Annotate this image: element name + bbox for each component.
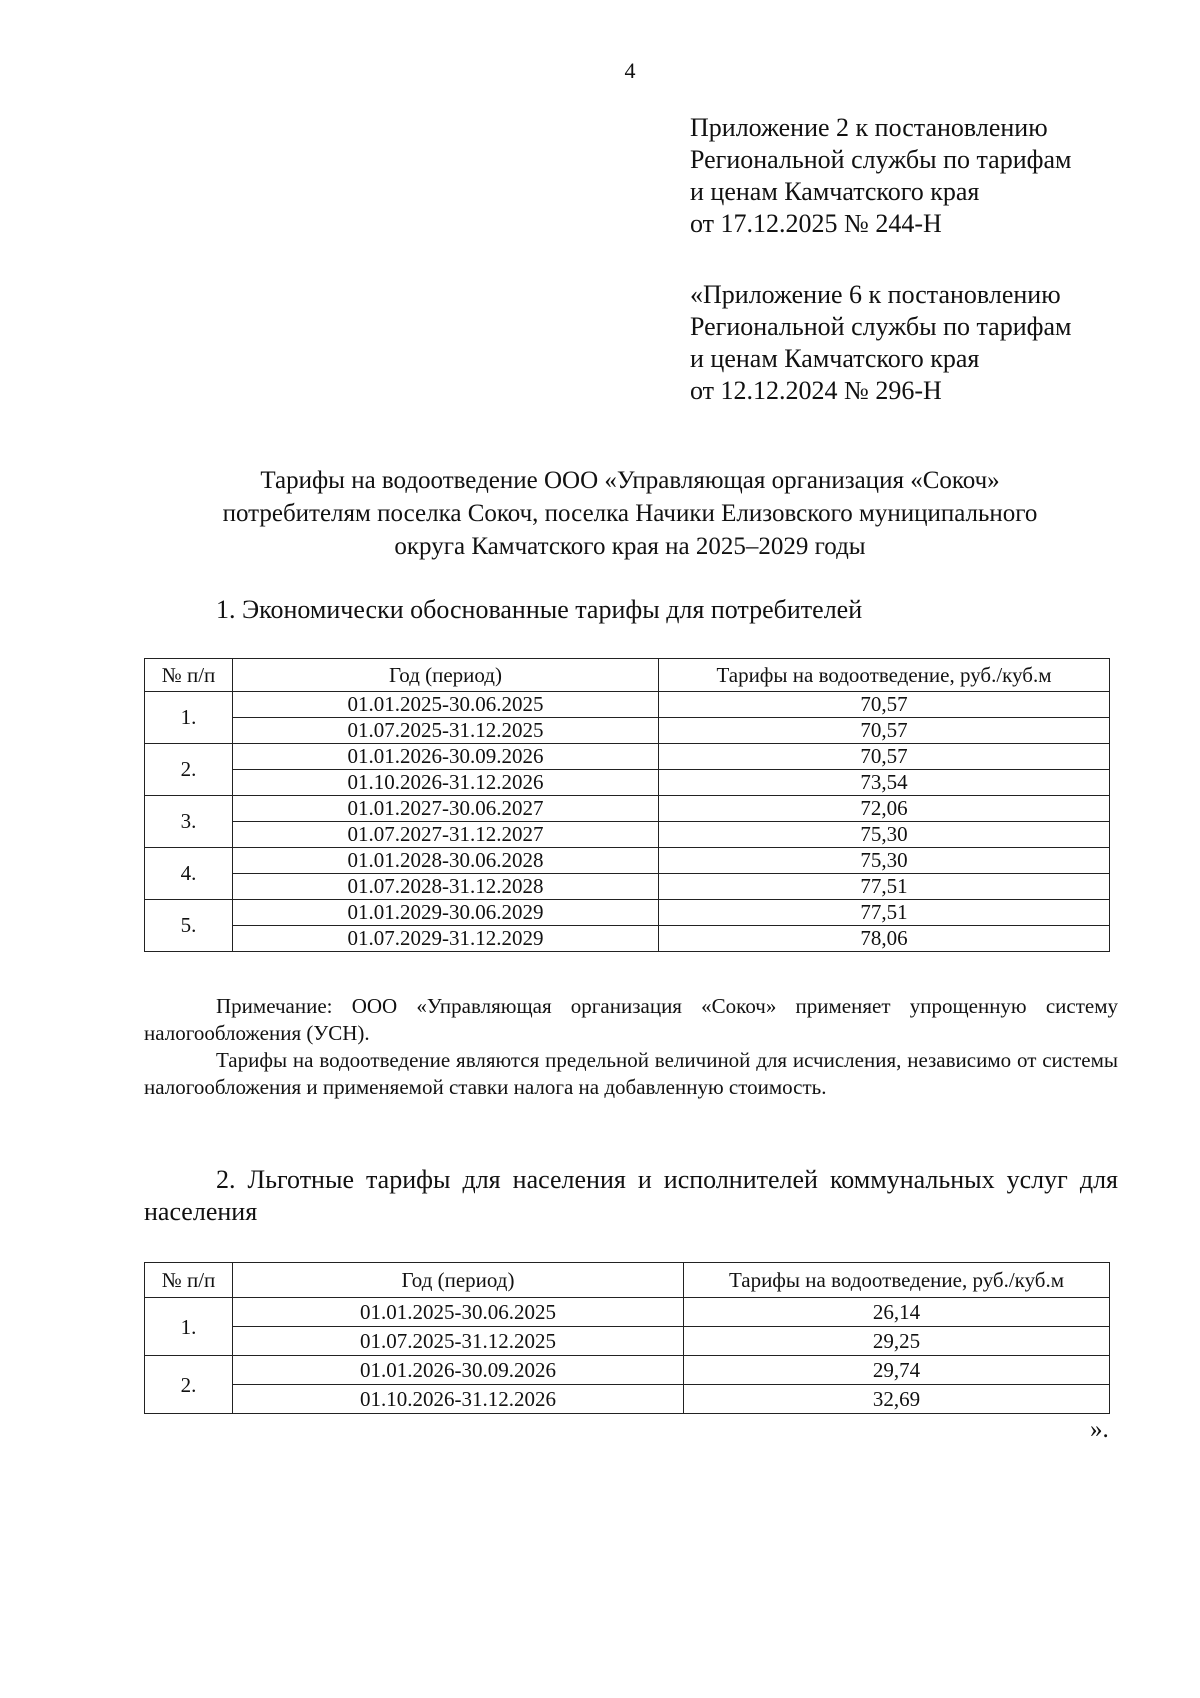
row-number: 1. [145,1298,233,1356]
tariff-cell: 73,54 [659,770,1110,796]
tariff-cell: 26,14 [684,1298,1110,1327]
preferential-tariffs-table [144,1262,1110,1414]
tariff-cell: 29,25 [684,1327,1110,1356]
period-cell: 01.01.2029-30.06.2029 [233,900,659,926]
tariff-cell: 32,69 [684,1385,1110,1414]
period-cell: 01.07.2027-31.12.2027 [233,822,659,848]
note-paragraph: Тарифы на водоотведение являются предельной величиной для исчисления, независимо от системы налогообложения и применяемой ставки налога на добавленную стоимость. [144,1048,1118,1099]
period-cell: 01.10.2026-31.12.2026 [233,1385,684,1414]
header-period: Год (период) [233,1263,684,1298]
table-row [145,900,1110,926]
tariff-cell: 29,74 [684,1356,1110,1385]
section-2-heading: 2. Льготные тарифы для населения и исполнителей коммунальных услуг для населения [144,1165,1118,1226]
closing-quote-mark: ». [1090,1416,1109,1443]
table-row [145,1327,1110,1356]
table-row [145,1298,1110,1327]
appendix-2-line: Приложение 2 к постановлению [690,113,1048,142]
document-title [130,464,1130,563]
tariff-cell: 78,06 [659,926,1110,952]
tariff-cell: 77,51 [659,900,1110,926]
appendix-2-line: Региональной службы по тарифам [690,145,1072,174]
period-cell: 01.07.2025-31.12.2025 [233,1327,684,1356]
appendix-6-line: «Приложение 6 к постановлению [690,280,1061,309]
header-num: № п/п [145,1263,233,1298]
row-number: 3. [145,796,233,848]
tariff-cell: 70,57 [659,718,1110,744]
appendix-6-line: и ценам Камчатского края [690,344,980,373]
note-block [144,993,1118,1101]
tariff-cell: 70,57 [659,692,1110,718]
header-tariff: Тарифы на водоотведение, руб./куб.м [659,659,1110,692]
tariff-cell: 75,30 [659,848,1110,874]
page-number: 4 [624,58,636,83]
title-line: Тарифы на водоотведение ООО «Управляющая организация «Сокоч» [260,467,1000,494]
period-cell: 01.07.2029-31.12.2029 [233,926,659,952]
period-cell: 01.07.2028-31.12.2028 [233,874,659,900]
tariff-cell: 77,51 [659,874,1110,900]
section-1-heading: 1. Экономически обоснованные тарифы для потребителей [216,595,863,624]
tariff-cell: 70,57 [659,744,1110,770]
table-row [145,822,1110,848]
row-number: 5. [145,900,233,952]
row-number: 1. [145,692,233,744]
table-row [145,926,1110,952]
appendix-2-line: от 17.12.2025 № 244-Н [690,209,942,238]
appendix-2-line: и ценам Камчатского края [690,177,980,206]
table-row [145,744,1110,770]
title-line: округа Камчатского края на 2025–2029 годы [394,533,866,560]
title-line: потребителям поселка Сокоч, поселка Начики Елизовского муниципального [222,500,1038,527]
appendix-6-line: Региональной службы по тарифам [690,312,1072,341]
economic-tariffs-table [144,658,1110,952]
period-cell: 01.01.2027-30.06.2027 [233,796,659,822]
table-row [145,848,1110,874]
appendix-2-header [690,112,1071,240]
table-row [145,796,1110,822]
appendix-6-line: от 12.12.2024 № 296-Н [690,376,942,405]
period-cell: 01.01.2025-30.06.2025 [233,1298,684,1327]
period-cell: 01.01.2026-30.09.2026 [233,1356,684,1385]
table-row [145,1356,1110,1385]
tariff-cell: 75,30 [659,822,1110,848]
header-period: Год (период) [233,659,659,692]
table-header-row [145,1263,1110,1298]
table-row [145,1385,1110,1414]
table-row [145,874,1110,900]
header-num: № п/п [145,659,233,692]
table-row [145,770,1110,796]
row-number: 4. [145,848,233,900]
period-cell: 01.01.2025-30.06.2025 [233,692,659,718]
period-cell: 01.07.2025-31.12.2025 [233,718,659,744]
row-number: 2. [145,1356,233,1414]
period-cell: 01.10.2026-31.12.2026 [233,770,659,796]
table-row [145,718,1110,744]
note-paragraph: Примечание: ООО «Управляющая организация «Сокоч» применяет упрощенную систему налогообложения (УСН). [144,994,1118,1045]
tariff-cell: 72,06 [659,796,1110,822]
table-header-row [145,659,1110,692]
table-row [145,692,1110,718]
row-number: 2. [145,744,233,796]
appendix-6-header [690,279,1071,407]
header-tariff: Тарифы на водоотведение, руб./куб.м [684,1263,1110,1298]
period-cell: 01.01.2026-30.09.2026 [233,744,659,770]
period-cell: 01.01.2028-30.06.2028 [233,848,659,874]
